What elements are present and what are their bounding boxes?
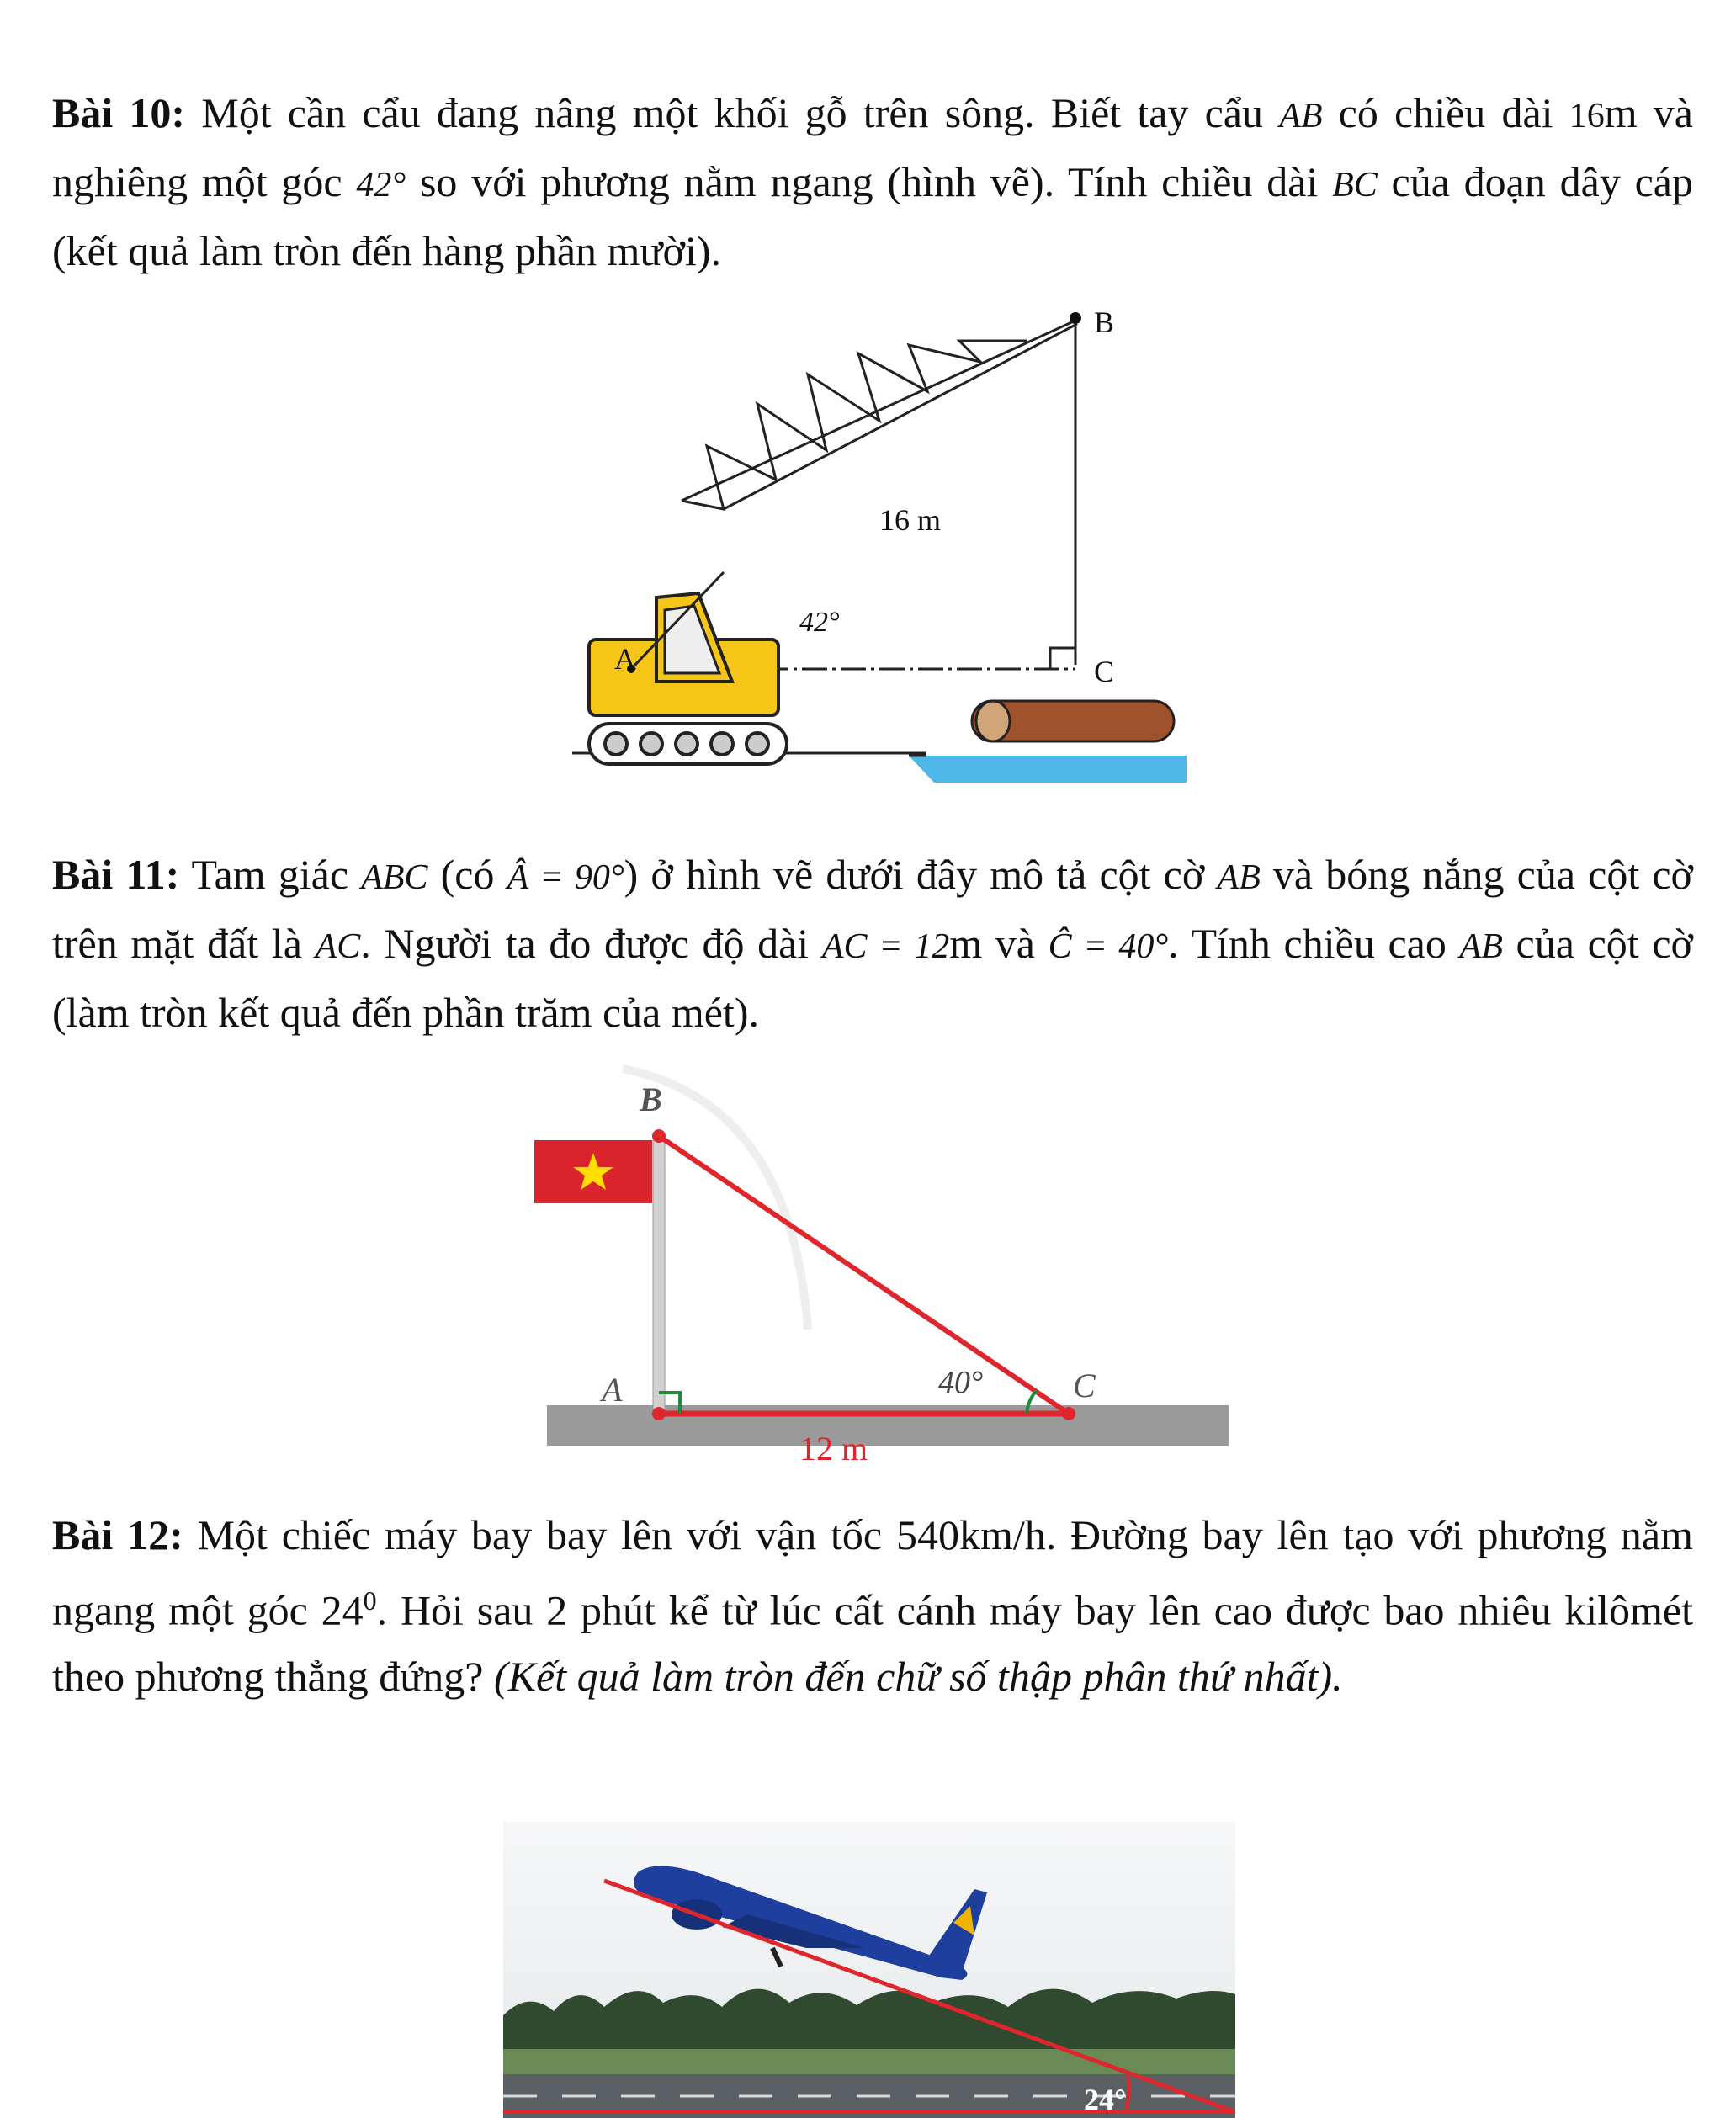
label-24-deg: 24° bbox=[1084, 2083, 1127, 2116]
crane-figure bbox=[555, 295, 1212, 799]
problem-10-text-5: của đoạn dây cáp (kết quả làm tròn đến hàng phần mười). bbox=[52, 158, 1693, 274]
point-B bbox=[1070, 312, 1081, 324]
label-40-deg: 40° bbox=[938, 1365, 984, 1400]
label-C: C bbox=[1073, 1367, 1096, 1404]
right-angle-C bbox=[1050, 648, 1075, 669]
problem-12-note: (Kết quả làm tròn đến chữ số thập phân thứ nhất). bbox=[494, 1652, 1343, 1700]
label-A: A bbox=[614, 642, 636, 676]
math-AC: AC bbox=[315, 927, 361, 966]
problem-11-text-3: ) ở hình vẽ dưới đây mô tả cột cờ bbox=[624, 851, 1218, 898]
label-B: B bbox=[1094, 305, 1115, 339]
math-AC-12: AC = 12 bbox=[821, 927, 950, 966]
math-A-90: Â = 90° bbox=[507, 858, 624, 897]
math-C-40: Ĉ = 40° bbox=[1048, 927, 1169, 966]
flag-pole bbox=[653, 1136, 665, 1409]
problem-11-text-6: m và bbox=[949, 920, 1049, 967]
problem-11-text bbox=[52, 841, 1693, 1045]
label-C: C bbox=[1094, 655, 1115, 688]
math-AB-pole: AB bbox=[1217, 858, 1261, 897]
wooden-log bbox=[972, 701, 1174, 741]
point-A bbox=[652, 1407, 666, 1420]
problem-10-text-3: m và nghiêng một góc bbox=[52, 89, 1693, 205]
problem-10-text bbox=[52, 80, 1693, 284]
problem-11-text-7: . Tính chiều cao bbox=[1168, 920, 1460, 967]
math-BC: BC bbox=[1332, 166, 1378, 204]
math-ABC: ABC bbox=[361, 858, 428, 897]
problem-12-text-2: . Hỏi sau 2 phút kể từ lúc cất cánh máy bay lên cao được bao nhiêu kilômét theo phương thẳng đứng? bbox=[52, 1586, 1694, 1700]
math-AB: AB bbox=[1279, 97, 1323, 135]
problem-10-label: Bài 10: bbox=[52, 89, 186, 136]
airplane-figure bbox=[503, 1822, 1235, 2118]
problem-11-text-1: Tam giác bbox=[179, 851, 362, 898]
problem-12-text bbox=[52, 1502, 1693, 1709]
problem-12-text-1: Một chiếc máy bay bay lên với vận tốc 540km/h. Đường bay lên tạo với phương nằm ngang một góc 24 bbox=[52, 1511, 1693, 1634]
hypotenuse-BC bbox=[659, 1136, 1069, 1414]
problem-11-label: Bài 11: bbox=[52, 851, 180, 898]
problem-10-text-2: có chiều dài bbox=[1322, 89, 1569, 136]
flagpole-figure bbox=[488, 1052, 1245, 1473]
math-42-deg: 42° bbox=[356, 166, 406, 204]
problem-10-text-4: so với phương nằm ngang (hình vẽ). Tính chiều dài bbox=[406, 158, 1333, 205]
label-B: B bbox=[640, 1080, 662, 1118]
problem-11-text-4: và bóng nắng của cột cờ trên mặt đất là bbox=[52, 851, 1694, 967]
problem-10-text-1: Một cần cẩu đang nâng một khối gỗ trên sông. Biết tay cẩu bbox=[185, 89, 1280, 136]
river-water bbox=[909, 756, 1187, 783]
point-B bbox=[652, 1129, 666, 1143]
point-C bbox=[1062, 1407, 1075, 1420]
problem-11-text-5: . Người ta đo được độ dài bbox=[360, 920, 822, 967]
label-12m: 12 m bbox=[799, 1430, 868, 1468]
math-AB-height: AB bbox=[1459, 927, 1503, 966]
label-42-deg: 42° bbox=[799, 607, 840, 638]
problem-11-text-8: của cột cờ (làm tròn kết quả đến phần trăm của mét). bbox=[52, 920, 1693, 1036]
problem-11-text-2: (có bbox=[427, 851, 507, 898]
label-16m: 16 m bbox=[879, 503, 942, 537]
crane-boom bbox=[682, 320, 1077, 509]
label-A: A bbox=[602, 1371, 623, 1409]
math-16: 16 bbox=[1569, 97, 1605, 135]
problem-12-label: Bài 12: bbox=[52, 1511, 183, 1558]
superscript-degree: 0 bbox=[363, 1585, 377, 1616]
